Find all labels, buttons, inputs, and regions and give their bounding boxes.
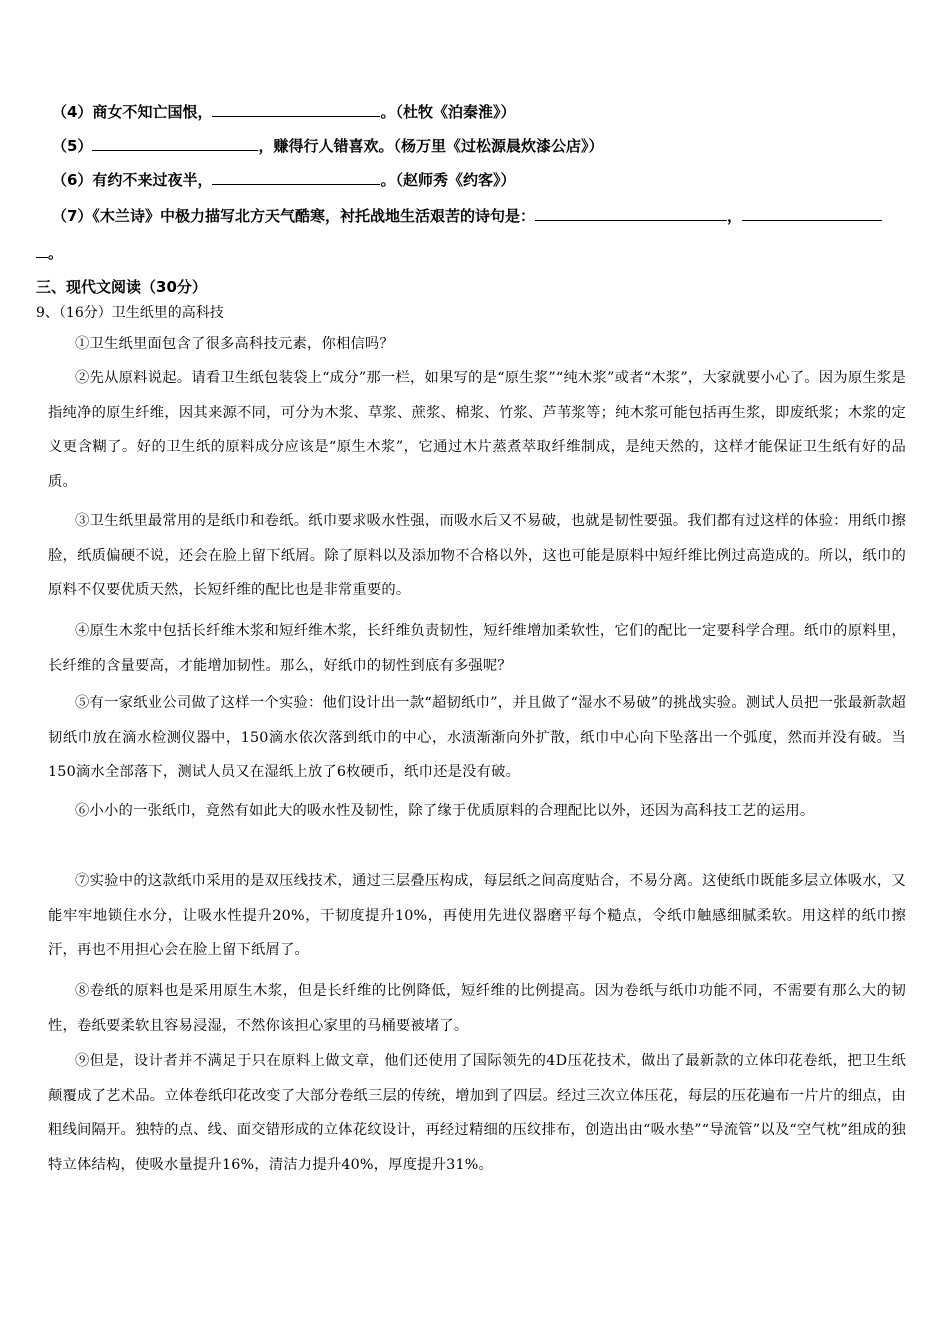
- section-title: 三、现代文阅读（30分）: [36, 278, 207, 296]
- fill-blank-7-suffix: 。: [48, 244, 64, 262]
- answer-blank[interactable]: [742, 204, 882, 221]
- fill-blank-6-suffix: 。（赵师秀《约客》）: [380, 171, 516, 189]
- fill-blank-7-middle: ，: [726, 207, 742, 225]
- paragraph: ②先从原料说起。请看卫生纸包装袋上“成分”那一栏，如果写的是“原生浆”“纯木浆”或者“木浆”，大家就要小心了。因为原生浆是指纯净的原生纤维，因其来源不同，可分为木浆、草浆、蔗浆、棉浆、竹浆、芦苇浆等；纯木浆可能包括再生浆，即废纸浆；木浆的定义更含糊了。好的卫生纸的原料成分应该是“原生木浆”，它通过木片蒸煮萃取纤维制成，是纯天然的，这样才能保证卫生纸有好的品质。: [48, 370, 906, 490]
- paragraph: ⑨但是，设计者并不满足于只在原料上做文章，他们还使用了国际领先的4D压花技术，做出了最新款的立体印花卷纸，把卫生纸颠覆成了艺术品。立体卷纸印花改变了大部分卷纸三层的传统，增加到了四层。经过三次立体压花，每层的压花遍布一片片的细点，由粗线间隔开。独特的点、线、面交错形成的立体花纹设计，再经过精细的压纹排布，创造出由“吸水垫”“导流管”以及“空气枕”组成的独特立体结构，使吸水量提升16%，清洁力提升40%，厚度提升31%。: [48, 1053, 906, 1173]
- fill-blank-7-prefix: （7）《木兰诗》中极力描写北方天气酷寒，衬托战地生活艰苦的诗句是：: [52, 207, 535, 225]
- fill-blank-4-prefix: （4）商女不知亡国恨，: [52, 103, 213, 121]
- paragraph: ③卫生纸里最常用的是纸巾和卷纸。纸巾要求吸水性强，而吸水后又不易破，也就是韧性要强。我们都有过这样的体验：用纸巾擦脸，纸质偏硬不说，还会在脸上留下纸屑。除了原料以及添加物不合格以外，这也可能是原料中短纤维比例过高造成的。所以，纸巾的原料不仅要优质天然，长短纤维的配比也是非常重要的。: [48, 513, 906, 599]
- question-heading: 9、（16分）卫生纸里的高科技: [36, 305, 224, 321]
- paragraph: ⑤有一家纸业公司做了这样一个实验：他们设计出一款“超韧纸巾”，并且做了“湿水不易破”的挑战实验。测试人员把一张最新款超韧纸巾放在滴水检测仪器中，150滴水依次落到纸巾的中心，水渍渐渐向外扩散，纸巾中心向下坠落出一个弧度，然而并没有破。当150滴水全部落下，测试人员又在湿纸上放了6枚硬币，纸巾还是没有破。: [48, 695, 906, 781]
- paragraph: ⑦实验中的这款纸巾采用的是双压线技术，通过三层叠压构成，每层纸之间高度贴合，不易分离。这使纸巾既能多层立体吸水，又能牢牢地锁住水分，让吸水性提升20%，干韧度提升10%，再使用先进仪器磨平每个糙点，令纸巾触感细腻柔软。用这样的纸巾擦汗，再也不用担心会在脸上留下纸屑了。: [48, 873, 906, 959]
- answer-blank[interactable]: [535, 204, 727, 221]
- paragraph: ④原生木浆中包括长纤维木浆和短纤维木浆，长纤维负责韧性，短纤维增加柔软性，它们的配比一定要科学合理。纸巾的原料里，长纤维的含量要高，才能增加韧性。那么，好纸巾的韧性到底有多强呢？: [48, 623, 906, 674]
- paragraph: ⑧卷纸的原料也是采用原生木浆，但是长纤维的比例降低，短纤维的比例提高。因为卷纸与纸巾功能不同，不需要有那么大的韧性，卷纸要柔软且容易浸湿，不然你该担心家里的马桶要被堵了。: [48, 983, 906, 1034]
- fill-blank-6: [52, 167, 515, 193]
- paragraph: ①卫生纸里面包含了很多高科技元素，你相信吗？: [75, 336, 394, 352]
- answer-blank[interactable]: [92, 134, 258, 151]
- fill-blank-7-continuation: [36, 240, 63, 266]
- fill-blank-5: [52, 133, 603, 159]
- fill-blank-4: [52, 99, 515, 125]
- fill-blank-5-prefix: （5）: [52, 137, 93, 155]
- answer-blank[interactable]: [36, 241, 48, 258]
- fill-blank-6-prefix: （6）有约不来过夜半，: [52, 171, 213, 189]
- paragraph: ⑥小小的一张纸巾，竟然有如此大的吸水性及韧性，除了缘于优质原料的合理配比以外，还因为高科技工艺的运用。: [75, 803, 815, 819]
- answer-blank[interactable]: [212, 100, 380, 117]
- fill-blank-7: [52, 203, 882, 229]
- fill-blank-5-suffix: ，赚得行人错喜欢。（杨万里《过松源晨炊漆公店》）: [258, 137, 604, 155]
- fill-blank-4-suffix: 。（杜牧《泊秦淮》）: [380, 103, 516, 121]
- answer-blank[interactable]: [212, 168, 380, 185]
